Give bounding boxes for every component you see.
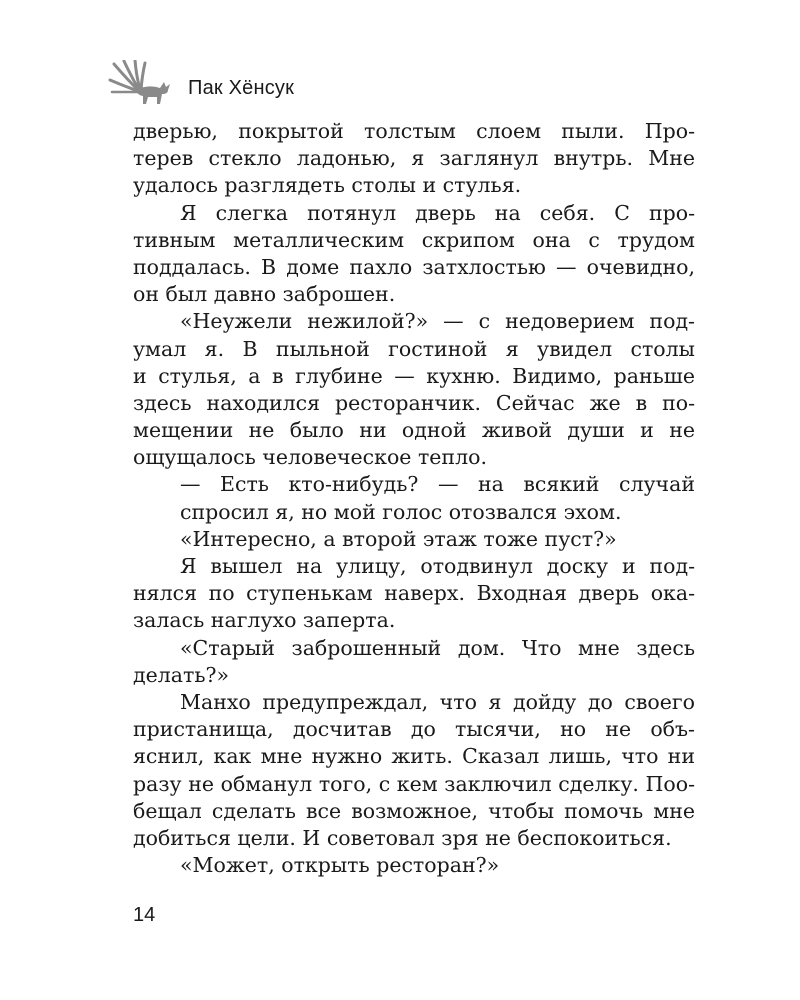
text-line: дверью, покрытой толстым слоем пыли. Про- xyxy=(133,119,695,143)
text-line: поддалась. В доме пахло затхлостью — очевидно, xyxy=(133,254,695,279)
text-line: Манхо предупреждал, что я дойду до своего xyxy=(180,689,695,714)
text-line: удалось разглядеть столы и стулья. xyxy=(133,173,522,198)
text-line: терев стекло ладонью, я заглянул внутрь. Мне xyxy=(133,146,695,171)
text-line: разу не обманул того, с кем заключил сделку. Поо- xyxy=(133,771,695,796)
text-line: ощущалось человеческое тепло. xyxy=(133,445,487,470)
author-name: Пак Хёнсук xyxy=(188,76,295,99)
page-number: 14 xyxy=(133,904,156,926)
text-line: «Старый заброшенный дом. Что мне здесь xyxy=(180,635,695,660)
text-line: пристанища, досчитав до тысячи, но не объ- xyxy=(133,717,695,742)
body-text xyxy=(133,118,695,879)
text-line: делать?» xyxy=(133,662,230,687)
text-line: он был давно заброшен. xyxy=(133,282,396,307)
text-line: Я вышел на улицу, отодвинул доску и под- xyxy=(180,554,695,578)
text-line: «Может, открыть ресторан?» xyxy=(180,853,500,878)
text-line: тивным металлическим скрипом она с трудом xyxy=(133,227,695,252)
text-line: добиться цели. И советовал зря не беспокоиться. xyxy=(133,825,672,850)
text-line: — Есть кто-нибудь? — на всякий случай xyxy=(180,472,695,497)
text-line: и стулья, а в глубине — кухню. Видимо, раньше xyxy=(133,363,695,388)
text-line: умал я. В пыльной гостиной я увидел столы xyxy=(133,336,695,361)
text-line: залась наглухо заперта. xyxy=(133,608,396,633)
text-line: «Неужели нежилой?» — с недоверием под- xyxy=(180,309,695,334)
text-line: «Интересно, а второй этаж тоже пуст?» xyxy=(180,526,617,551)
text-line: мещении не было ни одной живой души и не xyxy=(133,418,695,443)
text-line: нялся по ступенькам наверх. Входная дверь ока- xyxy=(133,581,695,606)
text-line: Я слегка потянул дверь на себя. С про- xyxy=(180,200,695,225)
fox-with-tails-icon xyxy=(108,60,178,110)
running-header xyxy=(108,60,294,110)
text-line: яснил, как мне нужно жить. Сказал лишь, что ни xyxy=(133,744,695,769)
text-line: здесь находился ресторанчик. Сейчас же в по- xyxy=(133,390,695,415)
text-line: спросил я, но мой голос отозвался эхом. xyxy=(180,499,622,524)
text-line: бещал сделать все возможное, чтобы помочь мне xyxy=(133,798,695,823)
